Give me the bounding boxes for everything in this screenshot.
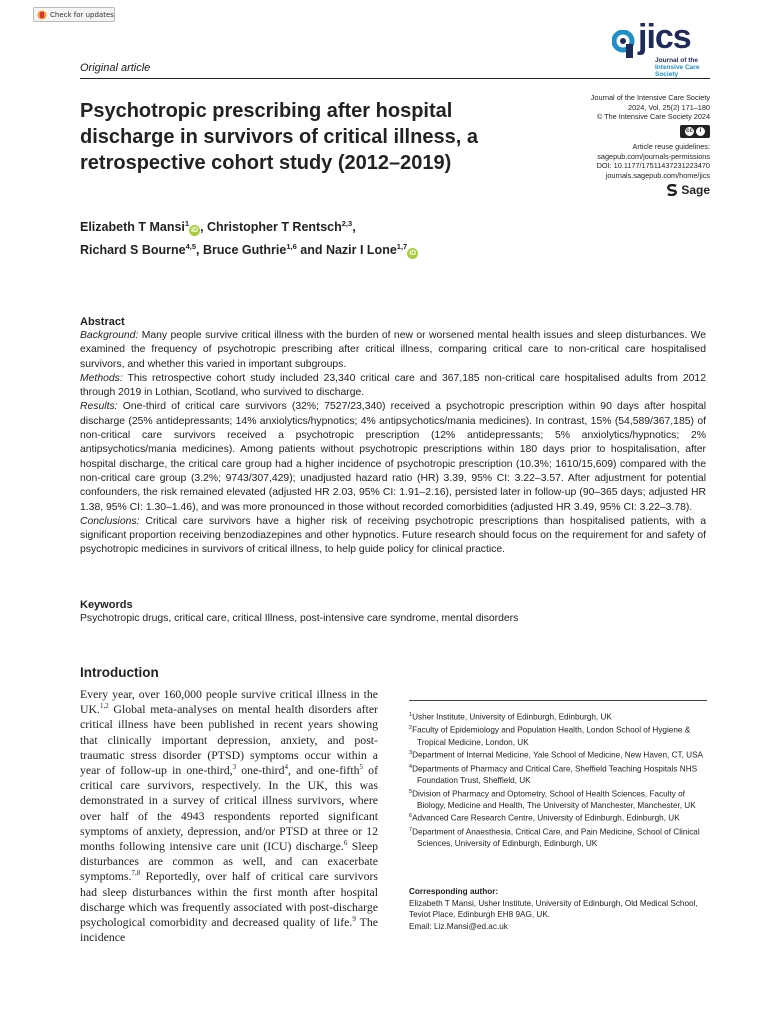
sage-logo: Sage	[667, 183, 710, 197]
author-affiliation-marker: 1,6	[286, 242, 297, 252]
affiliation-item: $^3$Department of Internal Medicine, Yale School of Medicine, New Haven, CT, USA	[409, 750, 704, 760]
jics-logo-word: jics	[638, 18, 691, 56]
orcid-icon[interactable]: iD	[409, 250, 417, 258]
jics-logo-mark-icon	[612, 30, 638, 62]
keywords-heading: Keywords	[80, 599, 133, 611]
affiliation-item: $^1$Usher Institute, University of Edinburgh, Edinburgh, UK	[409, 712, 612, 722]
affiliation-item: $^2$Faculty of Epidemiology and Population Health, London School of Hygiene & Tropical Medicine, London, UK	[409, 725, 691, 747]
reference[interactable]: 1,2	[100, 702, 109, 711]
sage-s-icon	[667, 184, 678, 196]
header-rule	[80, 78, 710, 79]
introduction-heading: Introduction	[80, 665, 159, 680]
reference[interactable]: 4	[284, 763, 288, 772]
author-list: Elizabeth T Mansi$^1$iD , Christopher T Rentsch$^{2,3}$, Richard S Bourne$^{4,5}$, Bruce Guthrie$^{1,6}$ and Nazir I Lone$^{1,7}$iD	[80, 219, 417, 258]
reference[interactable]: 9	[352, 915, 356, 924]
permissions-link[interactable]: sagepub.com/journals-permissions	[597, 151, 710, 161]
reuse-guidelines: Article reuse guidelines: sagepub.com/journals-permissions DOI: 10.1177/17511437231223470 journals.sagepub.com/home/jics	[596, 142, 710, 180]
author-name: Elizabeth T Mansi	[80, 220, 185, 235]
author-name: Nazir I Lone	[325, 243, 397, 258]
crossmark-icon	[37, 10, 47, 20]
doi[interactable]: DOI: 10.1177/17511437231223470	[596, 161, 710, 171]
affiliation-item: $^7$Department of Anaesthesia, Critical Care, and Pain Medicine, School of Clinical Sciences, University of Edinburgh, Edinburgh, UK	[409, 826, 700, 849]
abstract-heading: Abstract	[80, 316, 125, 328]
orcid-icon[interactable]: iD	[191, 227, 199, 235]
abstract-results: Results: One-third of critical care survivors (32%; 7527/23,340) received a psychotropic prescription within 90 days after hospital discharge (25% antidepressants; 14% anxiolytics/hypnotics; 4% antipsychotics/mania medicines). In contrast, 15% (54,589/367,185) of non-critical care survivors received a psychotropic prescription (12% antidepressants; 5% anxiolytics/hypnotics; 2% antipsychotics/mania medicines). Among patients without psychotropic prescriptions within 180 days prior to hospitalisation, after hospital discharge, the critical care group had a higher incidence of psychotropic prescription (10.3%; 1610/15,609) compared with the non-critical care group (3.2%; 9743/307,429); unadjusted hazard ratio (HR) 3.39, 95% CI: 3.22–3.57. After adjustment for potential confounders, the risk remained elevated (adjusted HR 2.03, 95% CI: 1.91–2.16), persisted later in follow-up (90–365 days; adjusted HR 1.38, 95% CI: 1.30–1.46), and was more pronounced in those without recorded comorbidities (adjusted HR 3.49, 95% CI: 3.22–3.78).	[80, 401, 706, 513]
reference[interactable]: 5	[359, 763, 364, 772]
author-affiliation-marker: 2,3	[341, 219, 353, 228]
abstract	[80, 315, 706, 558]
author-affiliation-marker: 4,5	[185, 242, 197, 252]
corresponding-author: Corresponding author: Elizabeth T Mansi, Usher Institute, University of Edinburgh, Old Medical School, Teviot Place, Edinburgh EH8 9AG, UK. Email: Liz.Mansi@ed.ac.uk	[409, 886, 709, 932]
author-affiliation-marker: 1	[184, 219, 190, 228]
author-name: Richard S Bourne	[80, 243, 186, 258]
author-name: Bruce Guthrie	[202, 243, 287, 258]
abstract-background: Background: Many people survive critical illness with the burden of new or worsened mental health issues and sleep disturbances. We examined the frequency of psychotropic prescribing after critical illness, comparing critical care to non-critical care hospitalised survivors, and whether this varied in important subgroups.	[80, 330, 706, 370]
jics-logo-subtitle: Journal of the Intensive Care Society	[655, 57, 700, 78]
author-name: Christopher T Rentsch	[207, 220, 342, 235]
reference[interactable]: 7,8	[131, 869, 141, 878]
article-title: Psychotropic prescribing after hospital discharge in survivors of critical illness, a retrospective cohort study (2012–2019)	[80, 100, 478, 174]
journal-citation: Journal of the Intensive Care Society 2024, Vol. 25(2) 171–180 © The Intensive Care Society 2024	[590, 93, 710, 122]
creative-commons-icon: cc i	[680, 125, 710, 138]
keywords-text: Psychotropic drugs, critical care, critical Illness, post-intensive care syndrome, mental disorders	[80, 613, 519, 624]
affiliation-item: $^6$Advanced Care Research Centre, University of Edinburgh, Edinburgh, UK	[409, 813, 680, 824]
journal-url[interactable]: journals.sagepub.com/home/jics	[605, 170, 710, 180]
introduction-paragraph: Every year, over 160,000 people survive critical illness in the UK.$^{1,2}$ Global meta-analyses on mental health disorders after critical illness have been published in recent years showing that clinically important depression, anxiety, and post-traumatic stress disorder (PTSD) symptoms occur within a year of follow-up in one-third,$^3$ one-third$^4$, and one-fifth$^5$ of critical care survivors, respectively. In the UK, this was demonstrated in a survey of critical illness survivors, where over half of the 4943 respondents reported significant symptoms of anxiety, depression, and/or PTSD at three or 12 months following intensive care unit (ICU) discharge.$^6$ Sleep disturbances are common as well, and can exacerbate symptoms.$^{7,8}$ Reportedly, over half of critical care survivors had sleep disturbances within the first month after hospital discharge which was frequently associated with post-discharge psychological comorbidity and decreased quality of life.$^9$ The incidence	[80, 687, 379, 945]
email-link[interactable]: Email: Liz.Mansi@ed.ac.uk	[409, 921, 508, 931]
reference[interactable]: 6	[343, 839, 348, 848]
affiliation-item: $^4$Departments of Pharmacy and Critical Care, Sheffield Teaching Hospitals NHS Foundation Trust, Sheffield, UK	[409, 763, 698, 785]
keywords	[80, 598, 706, 626]
abstract-methods: Methods: This retrospective cohort study included 23,340 critical care and 367,185 non-critical care hospitalised adults from 2012 through 2019 in Lothian, Scotland, who survived to discharge.	[80, 372, 706, 399]
affiliations	[409, 710, 709, 850]
affiliation-item: $^5$Division of Pharmacy and Optometry, School of Health Sciences, Faculty of Biology, Medicine and Health, The University of Manchester, Manchester, UK	[409, 788, 696, 810]
check-for-updates-badge[interactable]	[33, 7, 115, 22]
article-type: Original article	[80, 62, 151, 74]
abstract-conclusions: Conclusions: Critical care survivors have a higher risk of receiving psychotropic prescriptions than hospitalised patients, with a significant proportion receiving benzodiazepines and other hypnotics. Future research should focus on the requirement for and safety of psychotropic medicines in survivors of critical illness, to help guide policy for clinical practice.	[80, 515, 706, 556]
author-affiliation-marker: 1,7	[396, 242, 408, 252]
check-for-updates-label: Check for updates	[50, 10, 114, 19]
affiliations-rule	[409, 700, 707, 701]
jics-logo	[612, 18, 712, 78]
reference[interactable]: 3	[232, 763, 237, 772]
